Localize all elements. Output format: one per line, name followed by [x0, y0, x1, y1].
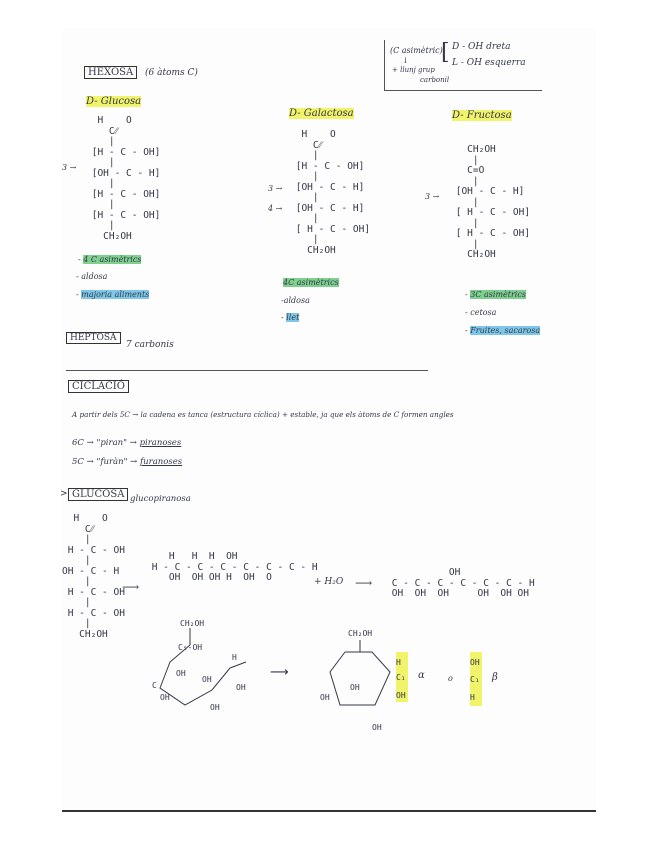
svg-text:CH₂OH: CH₂OH — [348, 629, 373, 638]
ciclacio-piran-word: piranoses — [139, 438, 182, 448]
beta-symbol: β — [492, 672, 498, 683]
legend-arrow: ↓ — [402, 56, 409, 65]
galactosa-structure: H O C⁄⁄ | [H - C - OH] | [OH - C - H] | [OH - C - H] | [ H - C - OH] | CH₂OH — [295, 129, 371, 256]
glucosa-product: OH C - C - C - C - C - C - H OH OH OH OH OH OH — [391, 567, 535, 599]
glucosa-bullet-1: - 4 C asimètrics — [78, 255, 142, 264]
glucosa-bullet-2: - aldosa — [76, 272, 108, 281]
legend-l-oh: L - OH esquerra — [452, 58, 526, 68]
svg-text:H: H — [232, 653, 237, 662]
fructosa-bullet-2-text: cetosa — [470, 308, 497, 317]
ciclacio-furan-word: furanoses — [140, 457, 183, 467]
glucosa-fischer: H O C⁄⁄ | H - C - OH | OH - C - H | H - C - OH | H - C - OH | CH₂OH — [62, 513, 125, 640]
svg-text:OH: OH — [350, 683, 360, 692]
glucosa-bullet-1-text: 4 C asimètrics — [83, 255, 142, 264]
fructosa-bullet-1: - 3C asimètrics — [465, 290, 526, 299]
glucosa-cycle-note: glucopiranosa — [130, 494, 191, 504]
legend-c-asimetric: (C asimètric) — [390, 46, 443, 55]
ring-left — [160, 628, 246, 705]
svg-text:OH: OH — [202, 675, 212, 684]
svg-text:OH: OH — [470, 658, 480, 667]
glucosa-structure: H O C⁄⁄ | [H - C - OH] | [OH - C - H] | [H - C - OH] | [H - C - OH] | CH₂OH — [91, 115, 161, 242]
fischer-arrow: ⟶ — [122, 580, 140, 594]
ring-right — [330, 640, 390, 705]
galactosa-bullet-3: - llet — [281, 313, 300, 322]
ciclacio-sentence: A partir dels 5C → la cadena es tanca (estructura cíclica) + estable, ja que els àtoms de C formen angles — [72, 410, 454, 419]
svg-text:OH: OH — [396, 691, 406, 700]
galactosa-bullet-2-text: aldosa — [283, 296, 310, 305]
svg-text:C₅-OH: C₅-OH — [178, 643, 203, 652]
svg-text:OH: OH — [176, 669, 186, 678]
page-bottom-edge — [62, 810, 596, 812]
glucosa-bullet-3: - majoria aliments — [76, 290, 150, 299]
glucosa-marker: 3 → — [62, 163, 77, 172]
ring-right-labels — [320, 629, 480, 732]
svg-text:C: C — [152, 681, 157, 690]
svg-text:OH: OH — [160, 693, 170, 702]
svg-text:OH: OH — [236, 683, 246, 692]
hexosa-label: HEXOSA — [84, 66, 137, 79]
galactosa-title: D- Galactosa — [289, 108, 354, 119]
galactosa-bullet-1-text: 4C asimètrics — [283, 278, 339, 287]
legend-carbonil: carbonil — [420, 76, 450, 84]
galactosa-marker-4: 4 → — [268, 204, 283, 213]
water-arrow: ⟶ — [355, 576, 373, 590]
legend-grup: + llunj grup — [392, 66, 435, 74]
svg-text:OH: OH — [372, 723, 382, 732]
svg-text:OH: OH — [320, 693, 330, 702]
legend-d-oh: D - OH dreta — [452, 42, 511, 52]
glucosa-title: D- Glucosa — [86, 96, 142, 107]
ring-left-labels — [152, 619, 246, 712]
svg-text:C₁: C₁ — [396, 673, 406, 682]
fructosa-bullet-1-text: 3C asimètrics — [470, 290, 526, 299]
svg-text:OH: OH — [210, 703, 220, 712]
glucosa-bullet-3-text: majoria aliments — [81, 290, 150, 299]
galactosa-marker-3: 3 → — [268, 184, 283, 193]
ciclacio-piran-pre: 6C → "piran" → — [72, 438, 140, 448]
water-term: + H₂O — [314, 577, 344, 587]
svg-text:H: H — [470, 693, 475, 702]
glucosa-cycle-label: GLUCOSA — [68, 488, 128, 501]
galactosa-bullet-2: -aldosa — [281, 296, 310, 305]
ciclacio-furan-pre: 5C → "furàn" → — [72, 457, 141, 467]
fructosa-bullet-3: - Fruites, sacarosa — [465, 326, 541, 335]
fructosa-bullet-2: - cetosa — [465, 308, 497, 317]
fructosa-bullet-3-text: Fruites, sacarosa — [470, 326, 541, 335]
heptosa-note: 7 carbonis — [126, 340, 174, 350]
heptosa-label: HEPTOSA — [66, 332, 121, 344]
glucosa-cycle-arrow: > — [60, 489, 68, 499]
fructosa-title: D- Fructosa — [452, 110, 512, 121]
hexosa-note: (6 àtoms C) — [145, 68, 198, 78]
ciclacio-label: CICLACIÓ — [68, 380, 129, 393]
legend-bracket: [ — [441, 40, 450, 65]
or-word: o — [448, 674, 453, 683]
svg-text:C₁: C₁ — [470, 675, 480, 684]
fructosa-structure: CH₂OH | C=O | [OH - C - H] | [ H - C - OH] | [ H - C - OH] | CH₂OH — [455, 144, 531, 260]
glucosa-open-chain: H H H OH H - C - C - C - C - C - C - H OH OH OH H OH O — [151, 551, 318, 583]
svg-text:CH₂OH: CH₂OH — [180, 619, 205, 628]
ring-arrow: ⟶ — [270, 665, 289, 680]
glucosa-bullet-2-text: aldosa — [81, 272, 108, 281]
fructosa-marker: 3 → — [425, 192, 440, 201]
galactosa-bullet-3-text: llet — [286, 313, 300, 322]
alpha-symbol: α — [418, 670, 425, 681]
svg-text:H: H — [396, 658, 401, 667]
